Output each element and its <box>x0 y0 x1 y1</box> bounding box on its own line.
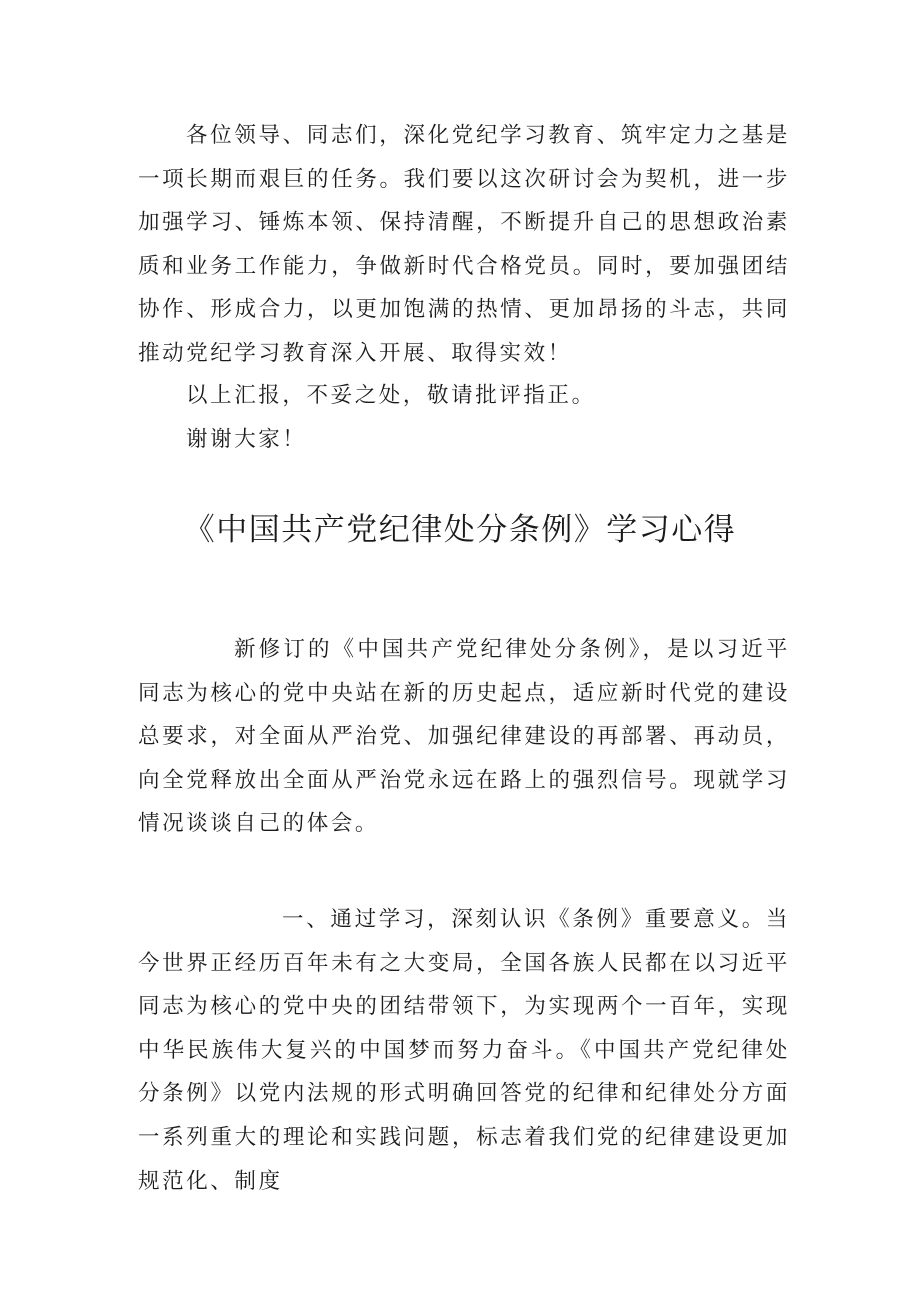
closing-report-line: 以上汇报，不妥之处，敬请批评指正。 <box>186 383 596 408</box>
body-paragraph-2: 一、通过学习，深刻认识《条例》重要意义。当今世界正经历百年未有之大变局，全国各族人民都在以习近平同志为核心的党中央的团结带领下，为实现两个一百年，实现中华民族伟大复兴的中国梦而努力奋斗。《中国共产党纪律处分条例》以党内法规的形式明确回答党的纪律和纪律处分方面一系列重大的理论和实践问题，标志着我们党的纪律建设更加规范化、制度 <box>138 907 790 1194</box>
body-paragraph-1: 新修订的《中国共产党纪律处分条例》，是以习近平同志为核心的党中央站在新的历史起点，适应新时代党的建设总要求，对全面从严治党、加强纪律建设的再部署、再动员，向全党释放出全面从严治党永远在路上的强烈信号。现就学习情况谈谈自己的体会。 <box>138 637 790 837</box>
intro-paragraph: 各位领导、同志们，深化党纪学习教育、筑牢定力之基是一项长期而艰巨的任务。我们要以这次研讨会为契机，进一步加强学习、锤炼本领、保持清醒，不断提升自己的思想政治素质和业务工作能力，争做新时代合格党员。同时，要加强团结协作、形成合力，以更加饱满的热情、更加昂扬的斗志，共同推动党纪学习教育深入开展、取得实效！ <box>138 123 790 366</box>
closing-thanks-line: 谢谢大家！ <box>186 427 307 452</box>
document-title: 《中国共产党纪律处分条例》学习心得 <box>183 512 737 548</box>
